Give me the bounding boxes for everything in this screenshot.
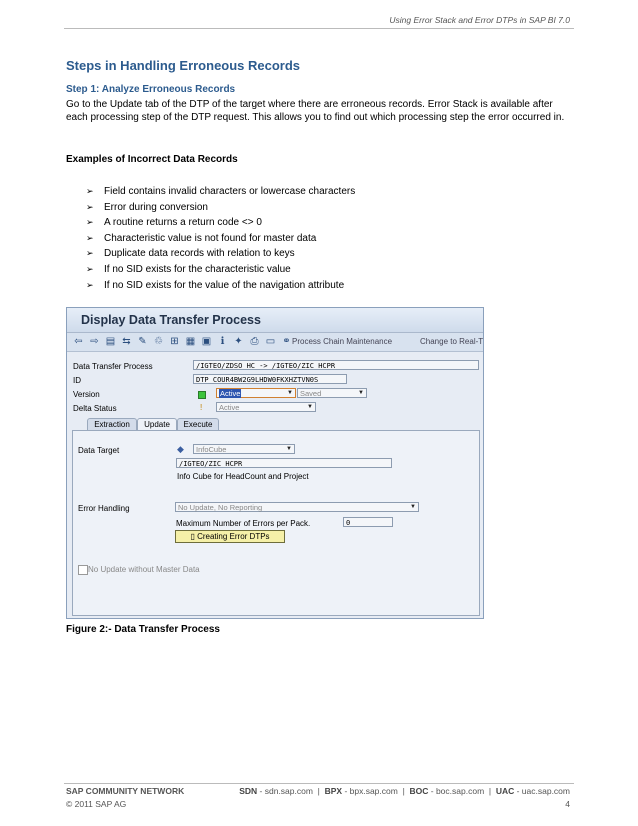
dtp-field[interactable]: /IGTEO/ZDSO_HC -> /IGTEO/ZIC_HCPR: [193, 360, 479, 370]
activate-icon[interactable]: ♲: [154, 336, 163, 347]
sap-title-bar: [67, 308, 483, 333]
error-handling-select[interactable]: No Update, No Reporting ▼: [175, 502, 419, 512]
data-target-field[interactable]: /IGTEO/ZIC_HCPR: [176, 458, 392, 468]
chevron-down-icon: ▼: [286, 446, 292, 452]
list-item: ➢ Characteristic value is not found for master data: [86, 231, 355, 247]
sap-toolbar: [67, 333, 483, 352]
where-used-icon[interactable]: ⊞: [170, 336, 179, 347]
bulb-icon[interactable]: ✦: [234, 336, 243, 347]
footer-link-uac[interactable]: uac.sap.com: [521, 786, 570, 796]
chevron-down-icon: ▼: [358, 390, 364, 396]
process-chain-icon[interactable]: ⚭: [282, 336, 291, 347]
header-rule: [64, 28, 574, 29]
data-target-label: Data Target: [78, 446, 120, 455]
step-paragraph: Go to the Update tab of the DTP of the target where there are erroneous records. Error Stack is available after each processing step of the DTP request. This allows you to find out which processing step the error occurred in.: [66, 99, 565, 123]
list-item: ➢ Duplicate data records with relation to keys: [86, 246, 355, 262]
footer-network: SAP COMMUNITY NETWORK: [66, 786, 185, 796]
chevron-down-icon: ▼: [287, 390, 293, 396]
dtp-label: Data Transfer Process: [73, 362, 153, 371]
arrow-bullet-icon: ➢: [86, 248, 94, 259]
arrow-bullet-icon: ➢: [86, 201, 94, 212]
max-errors-field[interactable]: 0: [343, 517, 393, 527]
maintain-icon[interactable]: ▣: [201, 336, 212, 347]
table-icon[interactable]: ▦: [185, 336, 196, 347]
arrow-bullet-icon: ➢: [86, 186, 94, 196]
target-type-select[interactable]: InfoCube ▼: [193, 444, 295, 454]
footer-link-sdn[interactable]: sdn.sap.com: [264, 786, 313, 796]
update-panel: [72, 430, 480, 616]
status-green-icon: [198, 391, 206, 399]
tab-update[interactable]: Update: [137, 418, 177, 430]
chevron-down-icon: ▼: [307, 404, 313, 410]
examples-heading: Examples of Incorrect Data Records: [66, 154, 238, 165]
tab-execute[interactable]: Execute: [177, 418, 219, 430]
footer-link-bpx[interactable]: bpx.sap.com: [349, 786, 398, 796]
warning-icon: !: [200, 403, 203, 412]
id-label: ID: [73, 376, 81, 385]
arrow-bullet-icon: ➢: [86, 279, 94, 290]
max-errors-label: Maximum Number of Errors per Pack.: [176, 519, 311, 528]
chevron-down-icon: ▼: [410, 504, 416, 510]
page-number: 4: [565, 799, 570, 809]
delta-label: Delta Status: [73, 404, 117, 413]
document-icon: ▯: [190, 532, 195, 541]
sap-window-title: Display Data Transfer Process: [81, 313, 261, 327]
footer-link-boc[interactable]: boc.sap.com: [435, 786, 485, 796]
version-label: Version: [73, 390, 100, 399]
section-heading: Steps in Handling Erroneous Records: [66, 58, 301, 73]
running-header: Using Error Stack and Error DTPs in SAP BI 7.0: [389, 15, 570, 25]
footer-links: SDN - sdn.sap.com | BPX - bpx.sap.com | BOC - boc.sap.com | UAC - uac.sap.com: [239, 786, 570, 796]
arrow-bullet-icon: ➢: [86, 217, 94, 228]
examples-list: [86, 184, 355, 293]
print-icon[interactable]: ⎙: [250, 336, 259, 347]
process-chain-button[interactable]: Process Chain Maintenance: [292, 337, 393, 346]
list-item: ➢ Error during conversion: [86, 200, 355, 216]
no-update-label: No Update without Master Data: [88, 565, 200, 574]
list-item: ➢ If no SID exists for the value of the navigation attribute: [86, 278, 355, 294]
list-item: ➢ If no SID exists for the characteristic value: [86, 262, 355, 278]
display-change-icon[interactable]: ⇆: [122, 336, 131, 347]
no-update-checkbox[interactable]: [78, 565, 88, 575]
arrow-bullet-icon: ➢: [86, 263, 94, 274]
error-handling-label: Error Handling: [78, 504, 130, 513]
step-heading: Step 1: Analyze Erroneous Records: [66, 84, 236, 95]
sap-dtp-screenshot: [66, 307, 484, 619]
figure-caption: Figure 2:- Data Transfer Process: [66, 624, 220, 635]
change-real-time-button[interactable]: Change to Real-T: [420, 337, 484, 346]
arrow-bullet-icon: ➢: [86, 232, 94, 243]
id-field[interactable]: DTP_COUR4BW2G9LHDW0FKXHZTVN0S: [193, 374, 347, 384]
version-status-select[interactable]: Saved ▼: [297, 388, 367, 398]
infocube-icon: ◆: [177, 444, 184, 454]
forward-arrow-icon[interactable]: ⇨: [90, 336, 99, 347]
list-item: ➢ Field contains invalid characters or lowercase characters: [86, 184, 355, 200]
other-object-icon[interactable]: ▤: [105, 336, 116, 347]
check-icon[interactable]: ✎: [138, 336, 147, 347]
tab-extraction[interactable]: Extraction: [87, 418, 137, 430]
back-arrow-icon[interactable]: ⇦: [74, 336, 83, 347]
info-icon[interactable]: ℹ: [220, 336, 225, 347]
data-target-description: Info Cube for HeadCount and Project: [177, 472, 309, 481]
monitor-icon[interactable]: ▭: [265, 336, 276, 347]
delta-select[interactable]: Active ▼: [216, 402, 316, 412]
version-select[interactable]: Active ▼: [216, 388, 296, 398]
creating-error-dtps-button[interactable]: ▯ Creating Error DTPs: [175, 530, 285, 543]
list-item: ➢ A routine returns a return code <> 0: [86, 215, 355, 231]
footer-copyright: © 2011 SAP AG: [66, 799, 127, 809]
footer-rule: [64, 783, 574, 784]
